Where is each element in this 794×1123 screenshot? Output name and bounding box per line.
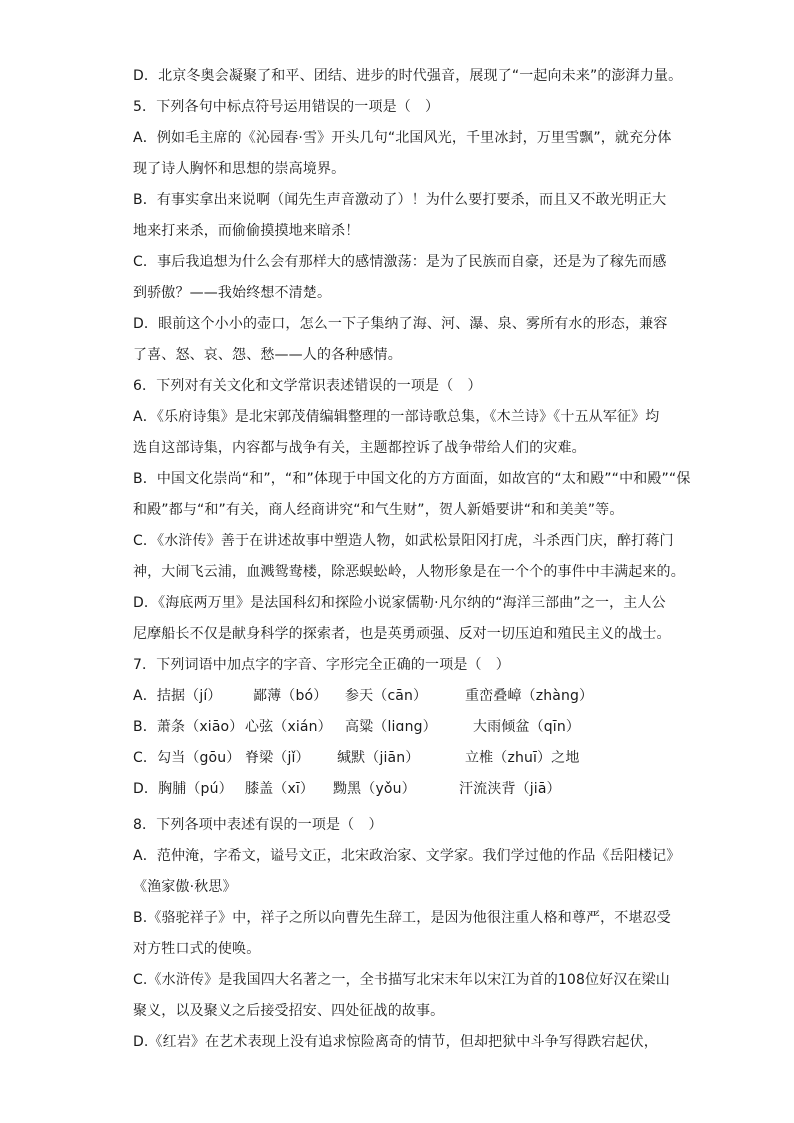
q7-a-term-2: 鄙薄（bó） — [253, 688, 328, 704]
q6-option-d-line2: 尼摩船长不仅是献身科学的探索者，也是英勇顽强、反对一切压迫和殖民主义的战士。 — [133, 626, 671, 642]
q7-option-c — [133, 748, 673, 768]
q7-a-term-4: 重峦叠嶂（zhàng） — [465, 688, 594, 704]
q5-option-d-line2: 了喜、怒、哀、怨、愁——人的各种感情。 — [133, 347, 402, 363]
q7-b-term-2: 心弦（xián） — [245, 719, 332, 735]
q7-c-term-1: C．勾当（gōu） — [133, 750, 241, 766]
q6-option-b-line2: 和殿”都与“和”有关，商人经商讲究“和气生财”，贺人新婚要讲“和和美美”等。 — [133, 502, 624, 518]
q7-d-term-2: 膝盖（xī） — [245, 781, 315, 797]
q7-c-term-3: 缄默（jiān） — [337, 750, 420, 766]
q6-option-c-line1: C．《水浒传》善于在讲述故事中塑造人物，如武松景阳冈打虎，斗杀西门庆，醉打蒋门 — [133, 533, 674, 549]
q5-option-b-line1: B．有事实拿出来说啊（闻先生声音激动了）！为什么要打要杀，而且又不敢光明正大 — [133, 192, 667, 208]
q7-a-term-3: 参天（cān） — [345, 688, 428, 704]
q5-option-d-line1: D．眼前这个小小的壶口，怎么一下子集纳了海、河、瀑、泉、雾所有水的形态，兼容 — [133, 316, 668, 332]
q5-stem: 5．下列各句中标点符号运用错误的一项是（ ） — [133, 99, 440, 115]
q7-b-term-1: B．萧条（xiāo） — [133, 719, 244, 735]
q6-option-a-line1: A．《乐府诗集》是北宋郭茂倩编辑整理的一部诗歌总集，《木兰诗》《十五从军征》均 — [133, 409, 660, 425]
q5-option-c-line1: C．事后我追想为什么会有那样大的感情激荡：是为了民族而自豪，还是为了稼先而感 — [133, 254, 667, 270]
q7-option-a — [133, 686, 673, 706]
q6-option-a-line2: 选自这部诗集，内容都与战争有关，主题都控诉了战争带给人们的灾难。 — [133, 440, 586, 456]
q6-stem: 6．下列对有关文化和文学常识表述错误的一项是（ ） — [133, 378, 482, 394]
q8-option-a-line2: 《渔家傲·秋思》 — [133, 879, 237, 895]
q8-stem: 8．下列各项中表述有误的一项是（ ） — [133, 817, 383, 833]
q8-option-b-line2: 对方牲口式的使唤。 — [133, 941, 261, 957]
q7-d-term-4: 汗流浃背（jiā） — [459, 781, 561, 797]
q7-d-term-1: D．胸脯（pú） — [133, 781, 233, 797]
q6-option-c-line2: 神，大闹飞云浦，血溅鸳鸯楼，除恶蜈蚣岭，人物形象是在一个个的事件中丰满起来的。 — [133, 564, 685, 580]
q5-option-b-line2: 地来打来杀，而偷偷摸摸地来暗杀！ — [133, 223, 360, 239]
q7-b-term-3: 高粱（liɑng） — [345, 719, 437, 735]
q7-option-d — [133, 779, 673, 799]
q8-option-d-line1: D.《红岩》在艺术表现上没有追求惊险离奇的情节，但却把狱中斗争写得跌宕起伏， — [133, 1034, 658, 1050]
q6-option-b-line1: B．中国文化崇尚“和”，“和”体现于中国文化的方方面面，如故宫的“太和殿”“中和殿”“保 — [133, 471, 691, 487]
q5-option-a-line1: A．例如毛主席的《沁园春·雪》开头几句“北国风光，千里冰封，万里雪飘”，就充分体 — [133, 130, 672, 146]
q4-option-d: D．北京冬奥会凝聚了和平、团结、进步的时代强音，展现了“一起向未来”的澎湃力量。 — [133, 68, 683, 84]
q7-stem: 7．下列词语中加点字的字音、字形完全正确的一项是（ ） — [133, 657, 510, 673]
q6-option-d-line1: D．《海底两万里》是法国科幻和探险小说家儒勒·凡尔纳的“海洋三部曲”之一，主人公 — [133, 595, 666, 611]
q8-option-c-line2: 聚义，以及聚义之后接受招安、四处征战的故事。 — [133, 1003, 445, 1019]
q7-c-term-2: 脊梁（jǐ） — [245, 750, 310, 766]
q7-b-term-4: 大雨倾盆（qīn） — [473, 719, 580, 735]
q7-option-b — [133, 717, 673, 737]
q8-option-a-line1: A．范仲淹，字希文，谥号文正，北宋政治家、文学家。我们学过他的作品《岳阳楼记》 — [133, 848, 681, 864]
q7-d-term-3: 黝黑（yǒu） — [333, 781, 416, 797]
q8-option-b-line1: B.《骆驼祥子》中，祥子之所以向曹先生辞工，是因为他很注重人格和尊严，不堪忍受 — [133, 910, 671, 926]
q8-option-c-line1: C.《水浒传》是我国四大名著之一，全书描写北宋末年以宋江为首的108位好汉在梁山 — [133, 972, 670, 988]
q5-option-c-line2: 到骄傲？——我始终想不清楚。 — [133, 285, 332, 301]
q5-option-a-line2: 现了诗人胸怀和思想的崇高境界。 — [133, 161, 346, 177]
q7-a-term-1: A．拮据（jí） — [133, 688, 222, 704]
q7-c-term-4: 立椎（zhuī）之地 — [465, 750, 580, 766]
